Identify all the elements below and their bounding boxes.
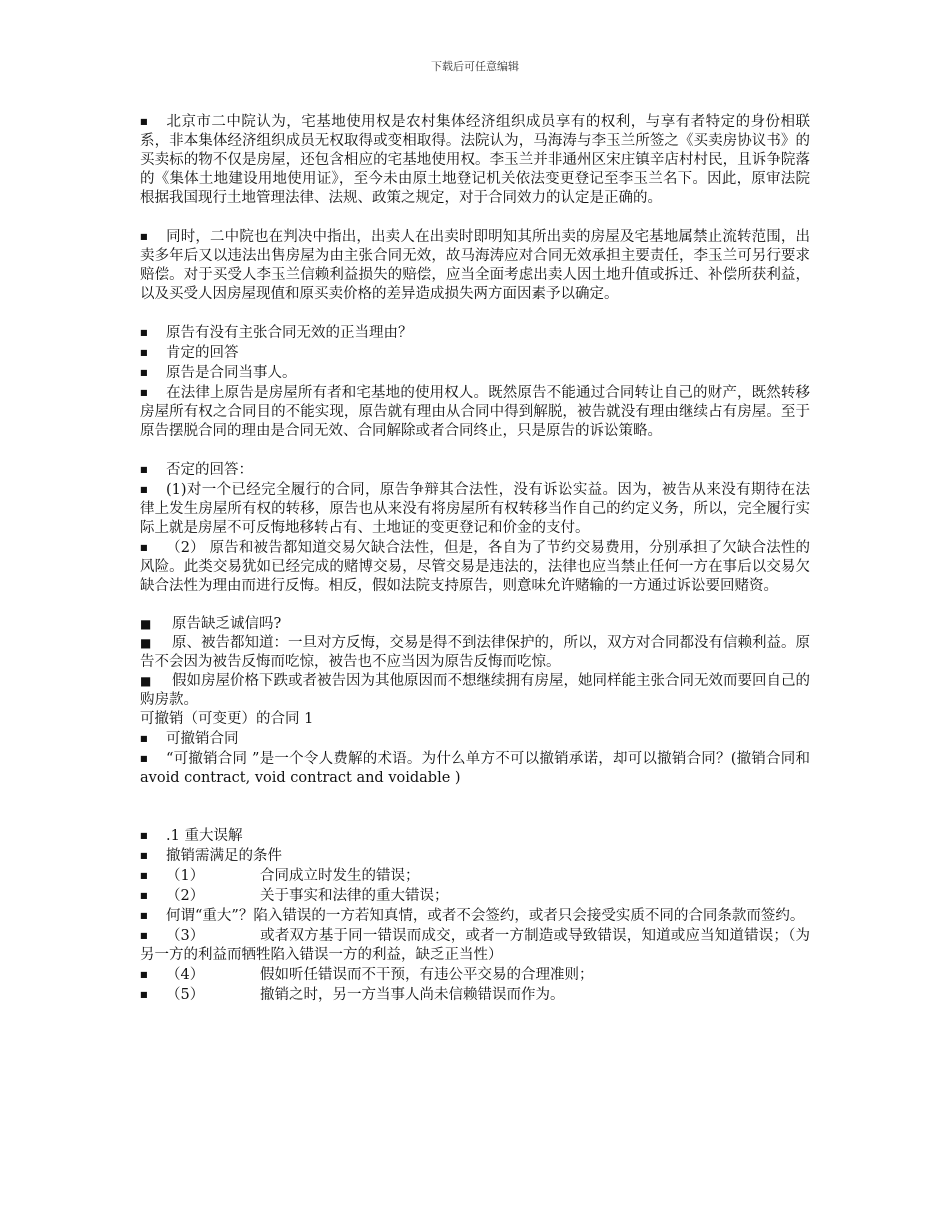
list-item: ■ 在法律上原告是房屋所有者和宅基地的使用权人。既然原告不能通过合同转让自己的财产，既然转移房屋所有权之合同目的不能实现，原告就有理由从合同中得到解脱，被告就没有理由继续占有房屋。至于原告摆脱合同的理由是合同无效、合同解除或者合同终止，只是原告的诉讼策略。	[140, 385, 810, 439]
list-item: ■ 假如房屋价格下跌或者被告因为其他原因而不想继续拥有房屋，她同样能主张合同无效而要回自己的购房款。	[140, 673, 810, 708]
bullet-icon: ■	[140, 348, 148, 357]
bullet-icon: ■	[140, 117, 148, 126]
bullet-icon: ■	[140, 871, 148, 880]
bullet-icon: ■	[140, 734, 148, 743]
bullet-icon: ■	[140, 465, 148, 474]
list-item: ■ （5） 撤销之时，另一方当事人尚未信赖错误而作为。	[140, 987, 565, 1003]
bullet-icon: ■	[140, 851, 148, 860]
bullet-icon: ■	[140, 931, 148, 940]
list-item: ■ 原、被告都知道：一旦对方反悔，交易是得不到法律保护的，所以，双方对合同都没有信赖利益。原告不会因为被告反悔而吃惊，被告也不应当因为原告反悔而吃惊。	[140, 635, 810, 670]
list-item: ■ （2） 原告和被告都知道交易欠缺合法性，但是，各自为了节约交易费用，分别承担了欠缺合法性的风险。此类交易犹如已经完成的赌博交易，尽管交易是违法的，法律也应当禁止任何一方在事后以交易欠缺合法性为理由而进行反悔。相反，假如法院支持原告，则意味允许赌输的一方通过诉讼要回赌资。	[140, 540, 810, 594]
list-item: ■ （3） 或者双方基于同一错误而成交，或者一方制造或导致错误，知道或应当知道错误；（为另一方的利益而牺牲陷入错误一方的利益，缺乏正当性）	[140, 928, 810, 963]
bullet-icon: ■	[140, 617, 152, 631]
bullet-icon: ■	[140, 485, 148, 494]
list-item: ■ 肯定的回答	[140, 345, 239, 361]
bullet-icon: ■	[140, 990, 148, 999]
paragraph: ■ 北京市二中院认为，宅基地使用权是农村集体经济组织成员享有的权利，与享有者特定的身份相联系，非本集体经济组织成员无权取得或变相取得。法院认为，马海涛与李玉兰所签之《买卖房协议书》的买卖标的物不仅是房屋，还包含相应的宅基地使用权。李玉兰并非通州区宋庄镇辛店村村民，且诉争院落的《集体土地建设用地使用证》，至今未由原土地登记机关依法变更登记至李玉兰名下。因此，原审法院根据我国现行土地管理法律、法规、政策之规定，对于合同效力的认定是正确的。	[140, 114, 810, 206]
bullet-icon: ■	[140, 328, 148, 337]
page-header: 下载后可任意编辑	[431, 60, 519, 73]
list-item: ■ （2） 关于事实和法律的重大错误；	[140, 888, 449, 904]
list-item: ■ 撤销需满足的条件	[140, 848, 282, 864]
bullet-icon: ■	[140, 970, 148, 979]
bullet-icon: ■	[140, 388, 148, 397]
list-item: ■ 何谓“重大”？陷入错误的一方若知真情，或者不会签约，或者只会接受实质不同的合同条款而签约。	[140, 908, 805, 924]
list-item: ■ 可撤销合同	[140, 731, 239, 747]
list-item: ■ (1)对一个已经完全履行的合同，原告争辩其合法性，没有诉讼实益。因为，被告从来没有期待在法律上发生房屋所有权的转移，原告也从来没有将房屋所有权转移当作自己的约定义务，所以，完全履行实际上就是房屋不可反悔地移转占有、土地证的变更登记和价金的支付。	[140, 482, 810, 536]
bullet-icon: ■	[140, 232, 148, 241]
paragraph: ■ 同时，二中院也在判决中指出，出卖人在出卖时即明知其所出卖的房屋及宅基地属禁止流转范围，出卖多年后又以违法出售房屋为由主张合同无效，故马海涛应对合同无效承担主要责任，李玉兰可另行要求赔偿。对于买受人李玉兰信赖利益损失的赔偿，应当全面考虑出卖人因土地升值或拆迁、补偿所获利益，以及买受人因房屋现值和原买卖价格的差异造成损失两方面因素予以确定。	[140, 229, 810, 302]
section-heading: 可撤销（可变更）的合同 1	[140, 711, 314, 727]
bullet-icon: ■	[140, 831, 148, 840]
list-item: ■ 原告是合同当事人。	[140, 365, 297, 381]
list-item: ■ 原告有没有主张合同无效的正当理由？	[140, 325, 413, 341]
list-item: ■ 原告缺乏诚信吗?	[140, 616, 282, 632]
list-item: ■ 否定的回答：	[140, 462, 253, 478]
list-item: ■ （4） 假如听任错误而不干预，有违公平交易的合理准则；	[140, 967, 594, 983]
bullet-icon: ■	[140, 674, 152, 688]
bullet-icon: ■	[140, 368, 148, 377]
bullet-icon: ■	[140, 636, 152, 650]
bullet-icon: ■	[140, 891, 148, 900]
list-item: ■ “可撤销合同 ”是一个令人费解的术语。为什么单方不可以撤销承诺，却可以撤销合同？(撤销合同和 avoid contract, void contract and voidable )	[140, 751, 810, 786]
bullet-icon: ■	[140, 911, 148, 920]
list-item: ■ .1 重大误解	[140, 828, 243, 844]
document-body	[140, 112, 810, 1005]
bullet-icon: ■	[140, 754, 148, 763]
list-item: ■ （1） 合同成立时发生的错误；	[140, 868, 420, 884]
bullet-icon: ■	[140, 543, 148, 552]
